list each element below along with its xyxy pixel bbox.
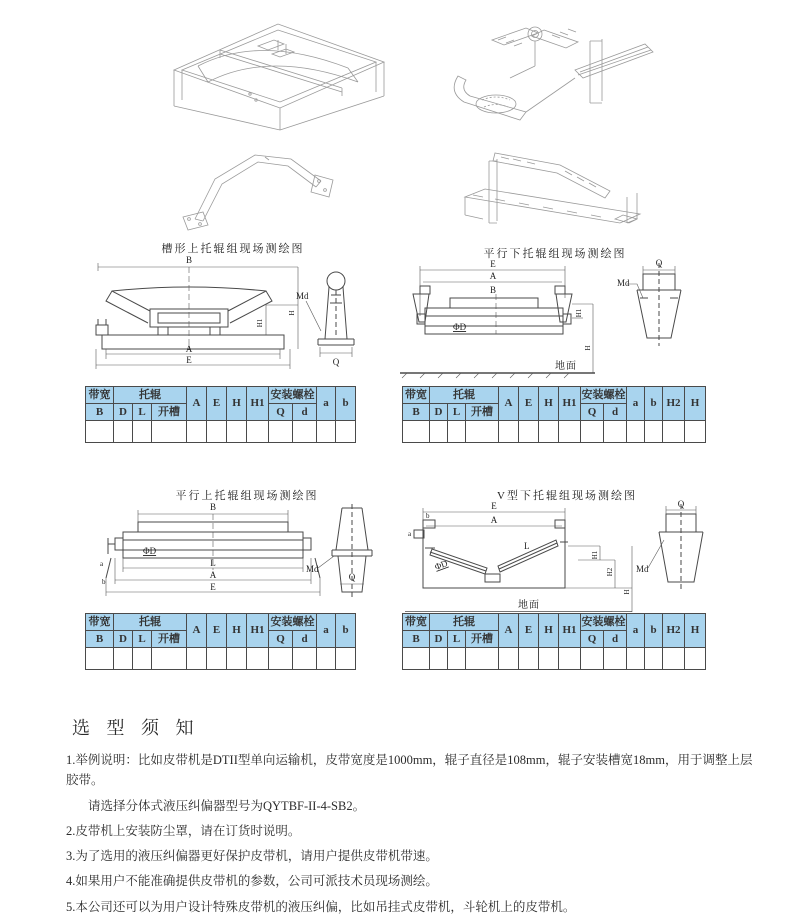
header-cell: Q — [269, 631, 293, 648]
dim-E-label: E — [186, 355, 192, 365]
data-cell — [559, 421, 581, 443]
drawing-title: 平行上托辊组现场测绘图 — [175, 490, 319, 502]
data-cell — [539, 421, 559, 443]
data-cell — [152, 648, 187, 670]
survey-drawing-v-lower-svg — [400, 500, 715, 612]
iso-view-arch-bracket-svg — [165, 135, 395, 235]
md-label: Md — [617, 278, 630, 288]
data-cell — [448, 648, 466, 670]
header-cell: B — [86, 631, 114, 648]
data-cell — [663, 421, 685, 443]
header-cell: b — [645, 387, 663, 421]
dim-E-label: E — [490, 259, 496, 269]
ground-label: 地面 — [518, 600, 540, 611]
data-cell — [519, 648, 539, 670]
data-cell — [269, 648, 293, 670]
header-cell: b — [336, 387, 356, 421]
header-cell: d — [293, 631, 317, 648]
survey-drawing-trough-upper-svg — [88, 253, 398, 375]
dim-E-label: E — [491, 501, 497, 511]
header-cell: H1 — [559, 387, 581, 421]
header-cell: L — [133, 404, 152, 421]
header-cell: a — [317, 387, 336, 421]
md-label: Md — [296, 291, 309, 301]
header-cell: 托辊 — [114, 614, 187, 631]
header-cell: B — [403, 404, 430, 421]
table-row — [403, 421, 706, 443]
dim-a-label: a — [100, 560, 104, 568]
data-cell — [499, 648, 519, 670]
header-cell: 托辊 — [114, 387, 187, 404]
dim-phiD-label: ΦD — [453, 322, 467, 332]
drawing-title: 平行下托辊组现场测绘图 — [483, 248, 627, 260]
header-cell: 托辊 — [430, 387, 499, 404]
survey-drawing-v-lower — [400, 487, 715, 612]
header-cell: H — [539, 614, 559, 648]
dim-Q-label: Q — [677, 500, 685, 509]
data-cell — [114, 648, 133, 670]
iso-view-rail-assembly — [435, 135, 690, 235]
header-cell: Q — [269, 404, 293, 421]
data-cell — [133, 648, 152, 670]
header-cell: H — [539, 387, 559, 421]
data-cell — [539, 648, 559, 670]
dim-Q-label: Q — [348, 572, 356, 582]
data-cell — [604, 421, 627, 443]
header-cell: H — [685, 387, 706, 421]
drawing-title: 槽形上托辊组现场测绘图 — [161, 243, 305, 255]
header-cell: d — [604, 631, 627, 648]
header-cell: 带宽 — [403, 387, 430, 404]
ground-label: 地面 — [555, 361, 577, 372]
data-cell — [448, 421, 466, 443]
data-cell — [86, 421, 114, 443]
note-item-3: 3.为了选用的液压纠偏器更好保护皮带机，请用户提供皮带机带速。 — [66, 849, 438, 863]
header-cell: H2 — [663, 387, 685, 421]
header-cell: d — [604, 404, 627, 421]
header-cell: B — [86, 404, 114, 421]
header-cell: L — [133, 631, 152, 648]
data-cell — [114, 421, 133, 443]
dim-H-label: H — [288, 310, 296, 316]
data-cell — [152, 421, 187, 443]
header-cell: A — [499, 387, 519, 421]
header-cell: a — [627, 614, 645, 648]
survey-drawing-parallel-lower — [395, 245, 710, 379]
header-cell: L — [448, 404, 466, 421]
iso-view-rail-assembly-svg — [435, 135, 690, 235]
header-cell: 带宽 — [403, 614, 430, 631]
dim-A-label: A — [489, 271, 497, 281]
iso-view-trough-idler-svg — [440, 8, 690, 133]
data-cell — [247, 421, 269, 443]
header-cell: 带宽 — [86, 387, 114, 404]
header-cell: Q — [581, 631, 604, 648]
header-cell: H — [227, 614, 247, 648]
iso-view-conveyor-frame — [160, 8, 390, 133]
survey-drawing-parallel-lower-svg — [395, 258, 710, 379]
notes-heading: 选 型 须 知 — [72, 718, 200, 738]
note-item-4: 4.如果用户不能准确提供皮带机的参数，公司可派技术员现场测绘。 — [66, 874, 438, 889]
header-cell: D — [114, 404, 133, 421]
data-cell — [403, 421, 430, 443]
dim-H1-label: H1 — [591, 550, 599, 560]
dim-B-label: B — [209, 502, 217, 512]
dim-a-label: a — [408, 530, 412, 538]
iso-view-trough-idler — [440, 8, 690, 133]
header-cell: 开槽 — [152, 631, 187, 648]
data-cell — [227, 421, 247, 443]
data-cell — [293, 648, 317, 670]
data-cell — [317, 648, 336, 670]
survey-drawing-trough-upper — [88, 240, 398, 376]
header-cell: 开槽 — [466, 404, 499, 421]
survey-drawing-parallel-upper-svg — [88, 500, 383, 607]
data-cell — [293, 421, 317, 443]
dim-A-label: A — [185, 344, 193, 354]
dim-H1-label: H1 — [256, 318, 264, 328]
iso-view-conveyor-frame-svg — [160, 8, 390, 133]
header-cell: A — [187, 387, 207, 421]
spec-table-parallel-upper — [85, 613, 356, 670]
header-cell: 开槽 — [466, 631, 499, 648]
dim-H-label: H — [623, 589, 631, 595]
data-cell — [336, 648, 356, 670]
data-cell — [627, 648, 645, 670]
drawing-title: V型下托辊组现场测绘图 — [497, 490, 637, 502]
header-cell: 安装螺栓 — [269, 387, 317, 404]
data-cell — [207, 421, 227, 443]
note-item-1: 1.举例说明：比如皮带机是DTII型单向运输机，皮带宽度是1000mm，辊子直径是108mm，辊子安装槽宽18mm，用于调整上层胶带。 — [66, 753, 753, 788]
note-item-2: 2.皮带机上安装防尘罩，请在订货时说明。 — [66, 823, 301, 838]
data-cell — [685, 421, 706, 443]
header-cell: 开槽 — [152, 404, 187, 421]
iso-view-arch-bracket — [165, 135, 395, 235]
data-cell — [627, 421, 645, 443]
dim-Q-label: Q — [332, 357, 340, 367]
header-cell: b — [645, 614, 663, 648]
data-cell — [466, 648, 499, 670]
note-item-5: 5.本公司还可以为用户设计特殊皮带机的液压纠偏，比如吊挂式皮带机，斗轮机上的皮带机。 — [66, 899, 576, 914]
header-cell: 安装螺栓 — [581, 387, 627, 404]
header-cell: A — [499, 614, 519, 648]
header-cell: 带宽 — [86, 614, 114, 631]
header-cell: E — [207, 614, 227, 648]
header-cell: D — [430, 404, 448, 421]
data-cell — [247, 648, 269, 670]
note-item-1b: 请选择分体式液压纠偏器型号为QYTBF-II-4-SB2。 — [88, 798, 366, 813]
header-cell: E — [519, 614, 539, 648]
header-cell: E — [519, 387, 539, 421]
spec-table-v-lower — [402, 613, 706, 670]
dim-H1-label: H1 — [575, 308, 583, 318]
dim-b-label: b — [426, 512, 430, 520]
table-row — [86, 648, 356, 670]
header-cell: d — [293, 404, 317, 421]
survey-drawing-parallel-upper — [88, 487, 383, 607]
data-cell — [269, 421, 293, 443]
data-cell — [187, 648, 207, 670]
dim-A-label: A — [490, 515, 498, 525]
data-cell — [663, 648, 685, 670]
data-cell — [581, 648, 604, 670]
header-cell: H1 — [247, 614, 269, 648]
data-cell — [430, 421, 448, 443]
header-cell: E — [207, 387, 227, 421]
header-cell: H1 — [247, 387, 269, 421]
header-cell: b — [336, 614, 356, 648]
data-cell — [86, 648, 114, 670]
dim-L-label: L — [524, 541, 530, 551]
dim-A-label: A — [209, 570, 217, 580]
dim-b-label: b — [102, 578, 106, 586]
data-cell — [645, 421, 663, 443]
dim-B-label: B — [489, 285, 497, 295]
data-cell — [317, 421, 336, 443]
dim-B-label: B — [185, 255, 193, 265]
data-cell — [336, 421, 356, 443]
table-row — [403, 648, 706, 670]
header-cell: a — [627, 387, 645, 421]
header-cell: D — [430, 631, 448, 648]
header-cell: B — [403, 631, 430, 648]
header-cell: Q — [581, 404, 604, 421]
dim-L-label: L — [210, 558, 216, 568]
header-cell: A — [187, 614, 207, 648]
data-cell — [187, 421, 207, 443]
dim-Q-label: Q — [655, 258, 663, 268]
header-cell: H — [227, 387, 247, 421]
dim-phiD-label: ΦD — [433, 558, 449, 572]
spec-table-parallel-lower — [402, 386, 706, 443]
table-row — [86, 421, 356, 443]
dim-H-label: H — [584, 345, 592, 351]
header-cell: D — [114, 631, 133, 648]
dim-phiD-label: ΦD — [143, 546, 157, 556]
data-cell — [604, 648, 627, 670]
dim-E-label: E — [210, 582, 216, 592]
data-cell — [227, 648, 247, 670]
header-cell: H1 — [559, 614, 581, 648]
data-cell — [559, 648, 581, 670]
md-label: Md — [306, 564, 319, 574]
data-cell — [645, 648, 663, 670]
data-cell — [499, 421, 519, 443]
header-cell: 安装螺栓 — [581, 614, 627, 631]
data-cell — [133, 421, 152, 443]
data-cell — [466, 421, 499, 443]
data-cell — [685, 648, 706, 670]
header-cell: 托辊 — [430, 614, 499, 631]
data-cell — [403, 648, 430, 670]
data-cell — [581, 421, 604, 443]
data-cell — [207, 648, 227, 670]
data-cell — [430, 648, 448, 670]
header-cell: L — [448, 631, 466, 648]
header-cell: 安装螺栓 — [269, 614, 317, 631]
dim-H2-label: H2 — [606, 567, 614, 577]
md-label: Md — [636, 564, 649, 574]
data-cell — [519, 421, 539, 443]
spec-table-trough-upper — [85, 386, 356, 443]
header-cell: a — [317, 614, 336, 648]
header-cell: H2 — [663, 614, 685, 648]
header-cell: H — [685, 614, 706, 648]
